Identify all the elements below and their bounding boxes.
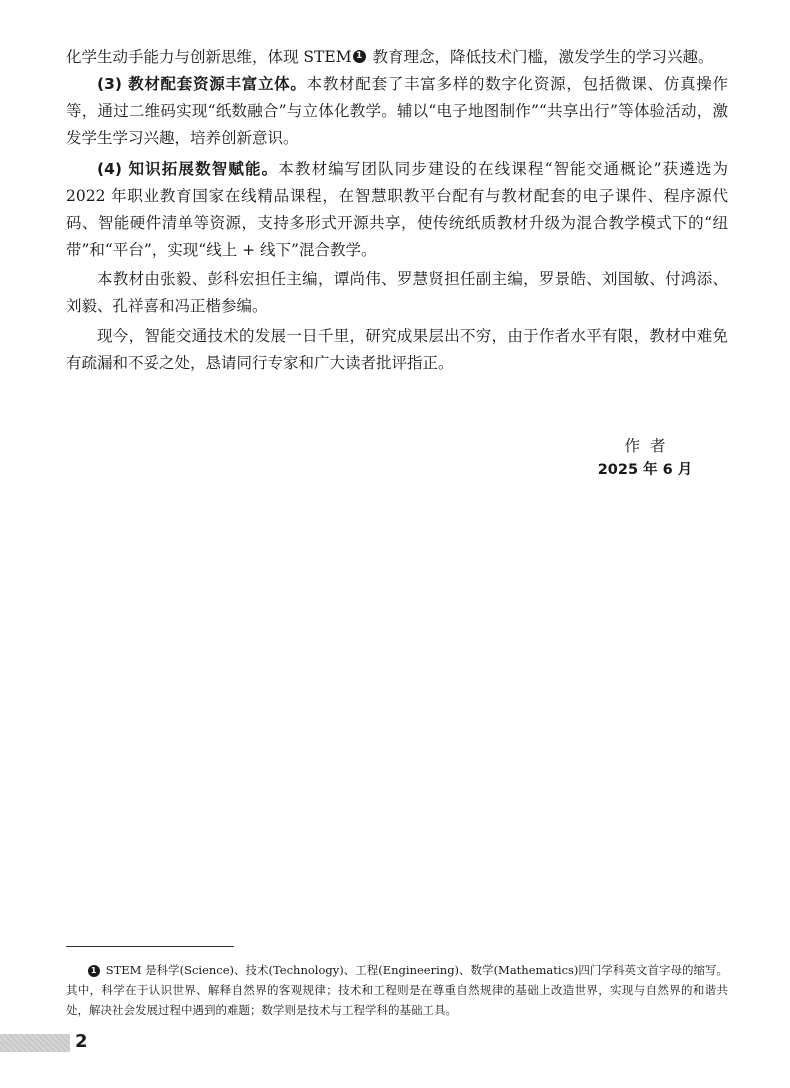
paragraph-text: 化学生动手能力与创新思维，体现 STEM — [66, 48, 352, 66]
footnote-reference-marker[interactable]: 1 — [353, 50, 366, 63]
footnote-marker: 1 — [88, 965, 100, 977]
page-number-tab — [0, 1034, 70, 1052]
footnote-divider — [66, 946, 234, 947]
footnote-text: STEM 是科学(Science)、技术(Technology)、工程(Engineering)、数学(Mathematics)四门学科英文首字母的缩写。其中，科学在于认识世界、解释自然界的客观规律；技术和工程则是在尊重自然规律的基础上改造世界，实现与自然界的和谐共处，解决社会发展过程中遇到的难题；数学则是技术与工程学科的基础工具。 — [66, 963, 728, 1017]
paragraph-lead-heading: (4) 知识拓展数智赋能。 — [97, 160, 279, 178]
paragraph-stem-continuation — [66, 44, 728, 71]
paragraph-lead-heading: (3) 教材配套资源丰富立体。 — [97, 75, 307, 93]
paragraph-knowledge-extension — [66, 156, 728, 264]
paragraph-editors — [66, 266, 728, 320]
footnote — [66, 960, 728, 1020]
paragraph-text: 现今，智能交通技术的发展一日千里，研究成果层出不穷，由于作者水平有限，教材中难免有疏漏和不妥之处，恳请同行专家和广大读者批评指正。 — [66, 327, 728, 372]
paragraph-closing — [66, 323, 728, 377]
page-number: 2 — [75, 1031, 88, 1052]
paragraph-text: 本教材编写团队同步建设的在线课程“智能交通概论”获遴选为 2022 年职业教育国家在线精品课程，在智慧职教平台配有与教材配套的电子课件、程序源代码、智能硬件清单等资源，支持多形式开源共享，使传统纸质教材升级为混合教学模式下的“纽带”和“平台”，实现“线上 + 线下”混合教学。 — [66, 160, 728, 259]
paragraph-resources — [66, 71, 728, 152]
signature-author: 作者 — [624, 437, 676, 455]
paragraph-text: 教育理念，降低技术门槛，激发学生的学习兴趣。 — [367, 48, 714, 66]
signature-date: 2025 年 6 月 — [597, 462, 693, 478]
paragraph-text: 本教材配套了丰富多样的数字化资源，包括微课、仿真操作等，通过二维码实现“纸数融合”与立体化教学。辅以“电子地图制作”“共享出行”等体验活动，激发学生学习兴趣，培养创新意识。 — [66, 75, 728, 147]
paragraph-text: 本教材由张毅、彭科宏担任主编，谭尚伟、罗慧贤担任副主编，罗景皓、刘国敏、付鸿添、刘毅、孔祥喜和冯正楷参编。 — [66, 270, 728, 315]
